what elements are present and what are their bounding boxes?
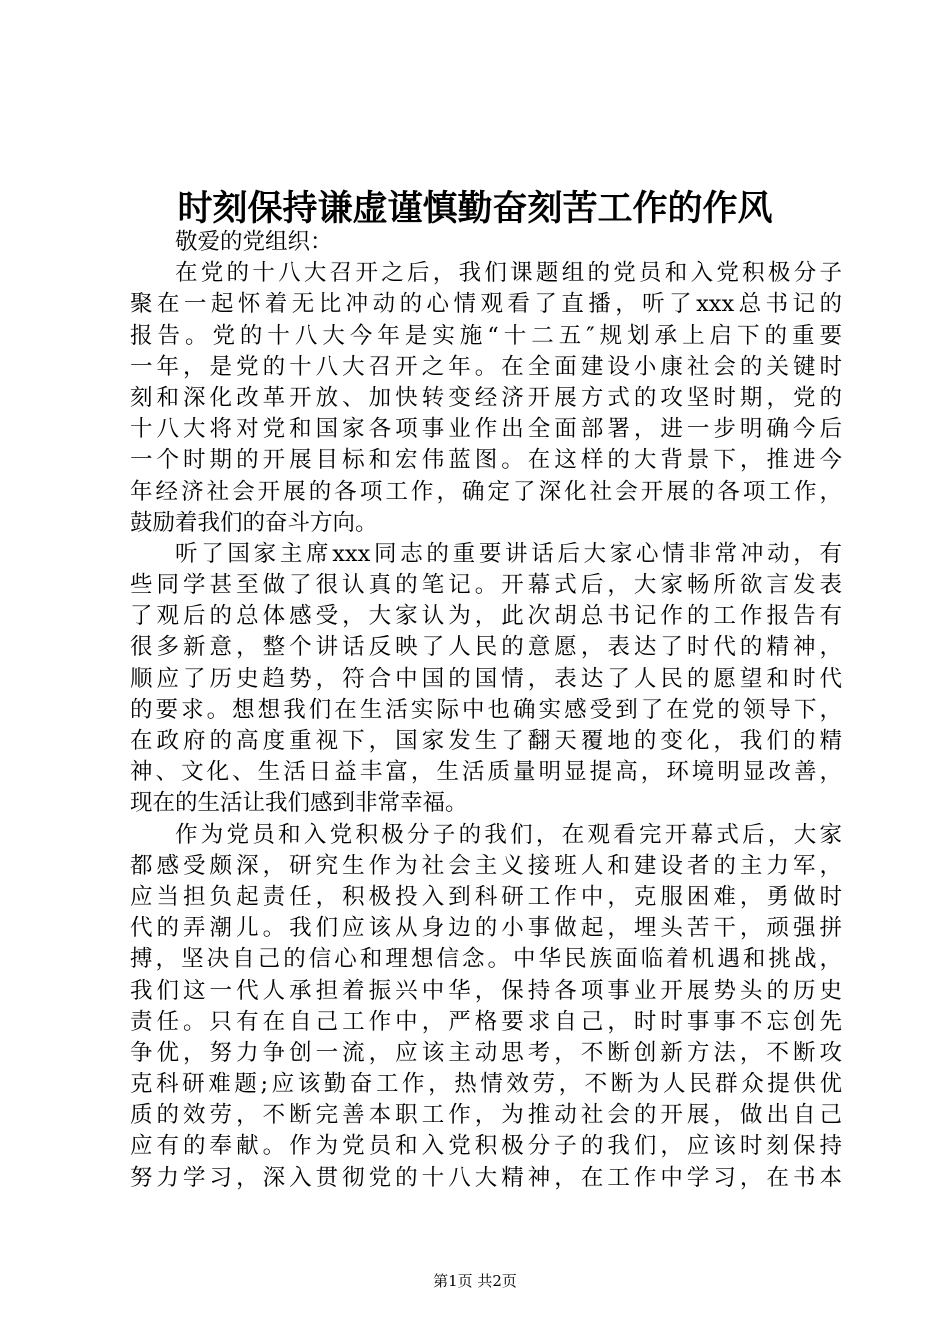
paragraph-line: 报告。党的十八大今年是实施“十二五″规划承上启下的重要 — [130, 322, 842, 349]
paragraph-line: 神、文化、生活日益丰富，生活质量明显提高，环境明显改善， — [130, 759, 842, 786]
paragraph-line: 努力学习，深入贯彻党的十八大精神，在工作中学习，在书本 — [130, 1164, 842, 1191]
paragraph-line: 代的弄潮儿。我们应该从身边的小事做起，埋头苦干，顽强拼 — [130, 915, 842, 942]
paragraph-line: 的要求。想想我们在生活实际中也确实感受到了在党的领导下， — [130, 696, 842, 723]
paragraph-3 — [130, 820, 842, 1194]
paragraph-line: 在政府的高度重视下，国家发生了翻天覆地的变化，我们的精 — [130, 728, 842, 754]
paragraph-line: 一个时期的开展目标和宏伟蓝图。在这样的大背景下，推进今 — [130, 447, 842, 474]
salutation: 敬爱的党组织： — [175, 229, 333, 255]
paragraph-line: 年经济社会开展的各项工作，确定了深化社会开展的各项工作， — [130, 478, 842, 505]
paragraph-line: 了观后的总体感受，大家认为，此次胡总书记作的工作报告有 — [130, 603, 842, 630]
paragraph-1 — [130, 258, 842, 539]
paragraph-line: 些同学甚至做了很认真的笔记。开幕式后，大家畅所欲言发表 — [130, 572, 842, 599]
paragraph-line: 搏，坚决自己的信心和理想信念。中华民族面临着机遇和挑战， — [130, 946, 842, 973]
paragraph-line: 聚在一起怀着无比冲动的心情观看了直播，听了xxx总书记的 — [130, 291, 842, 318]
paragraph-line: 争优，努力争创一流，应该主动思考，不断创新方法，不断攻 — [130, 1039, 842, 1066]
paragraph-line: 十八大将对党和国家各项事业作出全面部署，进一步明确今后 — [130, 416, 842, 443]
paragraph-line: 现在的生活让我们感到非常幸福。 — [130, 790, 468, 817]
paragraph-line: 应有的奉献。作为党员和入党积极分子的我们，应该时刻保持 — [130, 1133, 842, 1160]
paragraph-line: 责任。只有在自己工作中，严格要求自己，时时事事不忘创先 — [130, 1008, 842, 1035]
document-title: 时刻保持谦虚谨慎勤奋刻苦工作的作风 — [177, 188, 773, 229]
paragraph-line: 克科研难题;应该勤奋工作，热情效劳，不断为人民群众提供优 — [130, 1071, 842, 1098]
paragraph-line: 一年，是党的十八大召开之年。在全面建设小康社会的关键时 — [130, 353, 842, 380]
paragraph-line: 鼓励着我们的奋斗方向。 — [130, 509, 378, 536]
paragraph-line: 都感受颇深，研究生作为社会主义接班人和建设者的主力军， — [130, 852, 842, 879]
document-body — [130, 227, 842, 1194]
paragraph-line: 我们这一代人承担着振兴中华，保持各项事业开展势头的历史 — [130, 977, 842, 1004]
paragraph-line: 在党的十八大召开之后，我们课题组的党员和入党积极分子 — [175, 260, 842, 287]
paragraph-line: 很多新意，整个讲话反映了人民的意愿，表达了时代的精神， — [130, 634, 842, 661]
page-footer: 第1页 共2页 — [433, 1272, 517, 1290]
paragraph-line: 质的效劳，不断完善本职工作，为推动社会的开展，做出自己 — [130, 1102, 842, 1129]
paragraph-2 — [130, 539, 842, 820]
paragraph-line: 顺应了历史趋势，符合中国的国情，表达了人民的愿望和时代 — [130, 665, 842, 692]
paragraph-line: 作为党员和入党积极分子的我们，在观看完开幕式后，大家 — [175, 821, 842, 848]
paragraph-line: 刻和深化改革开放、加快转变经济开展方式的攻坚时期，党的 — [130, 384, 842, 411]
paragraph-line: 听了国家主席xxx同志的重要讲话后大家心情非常冲动，有 — [175, 540, 842, 567]
paragraph-line: 应当担负起责任，积极投入到科研工作中，克服困难，勇做时 — [130, 883, 842, 910]
